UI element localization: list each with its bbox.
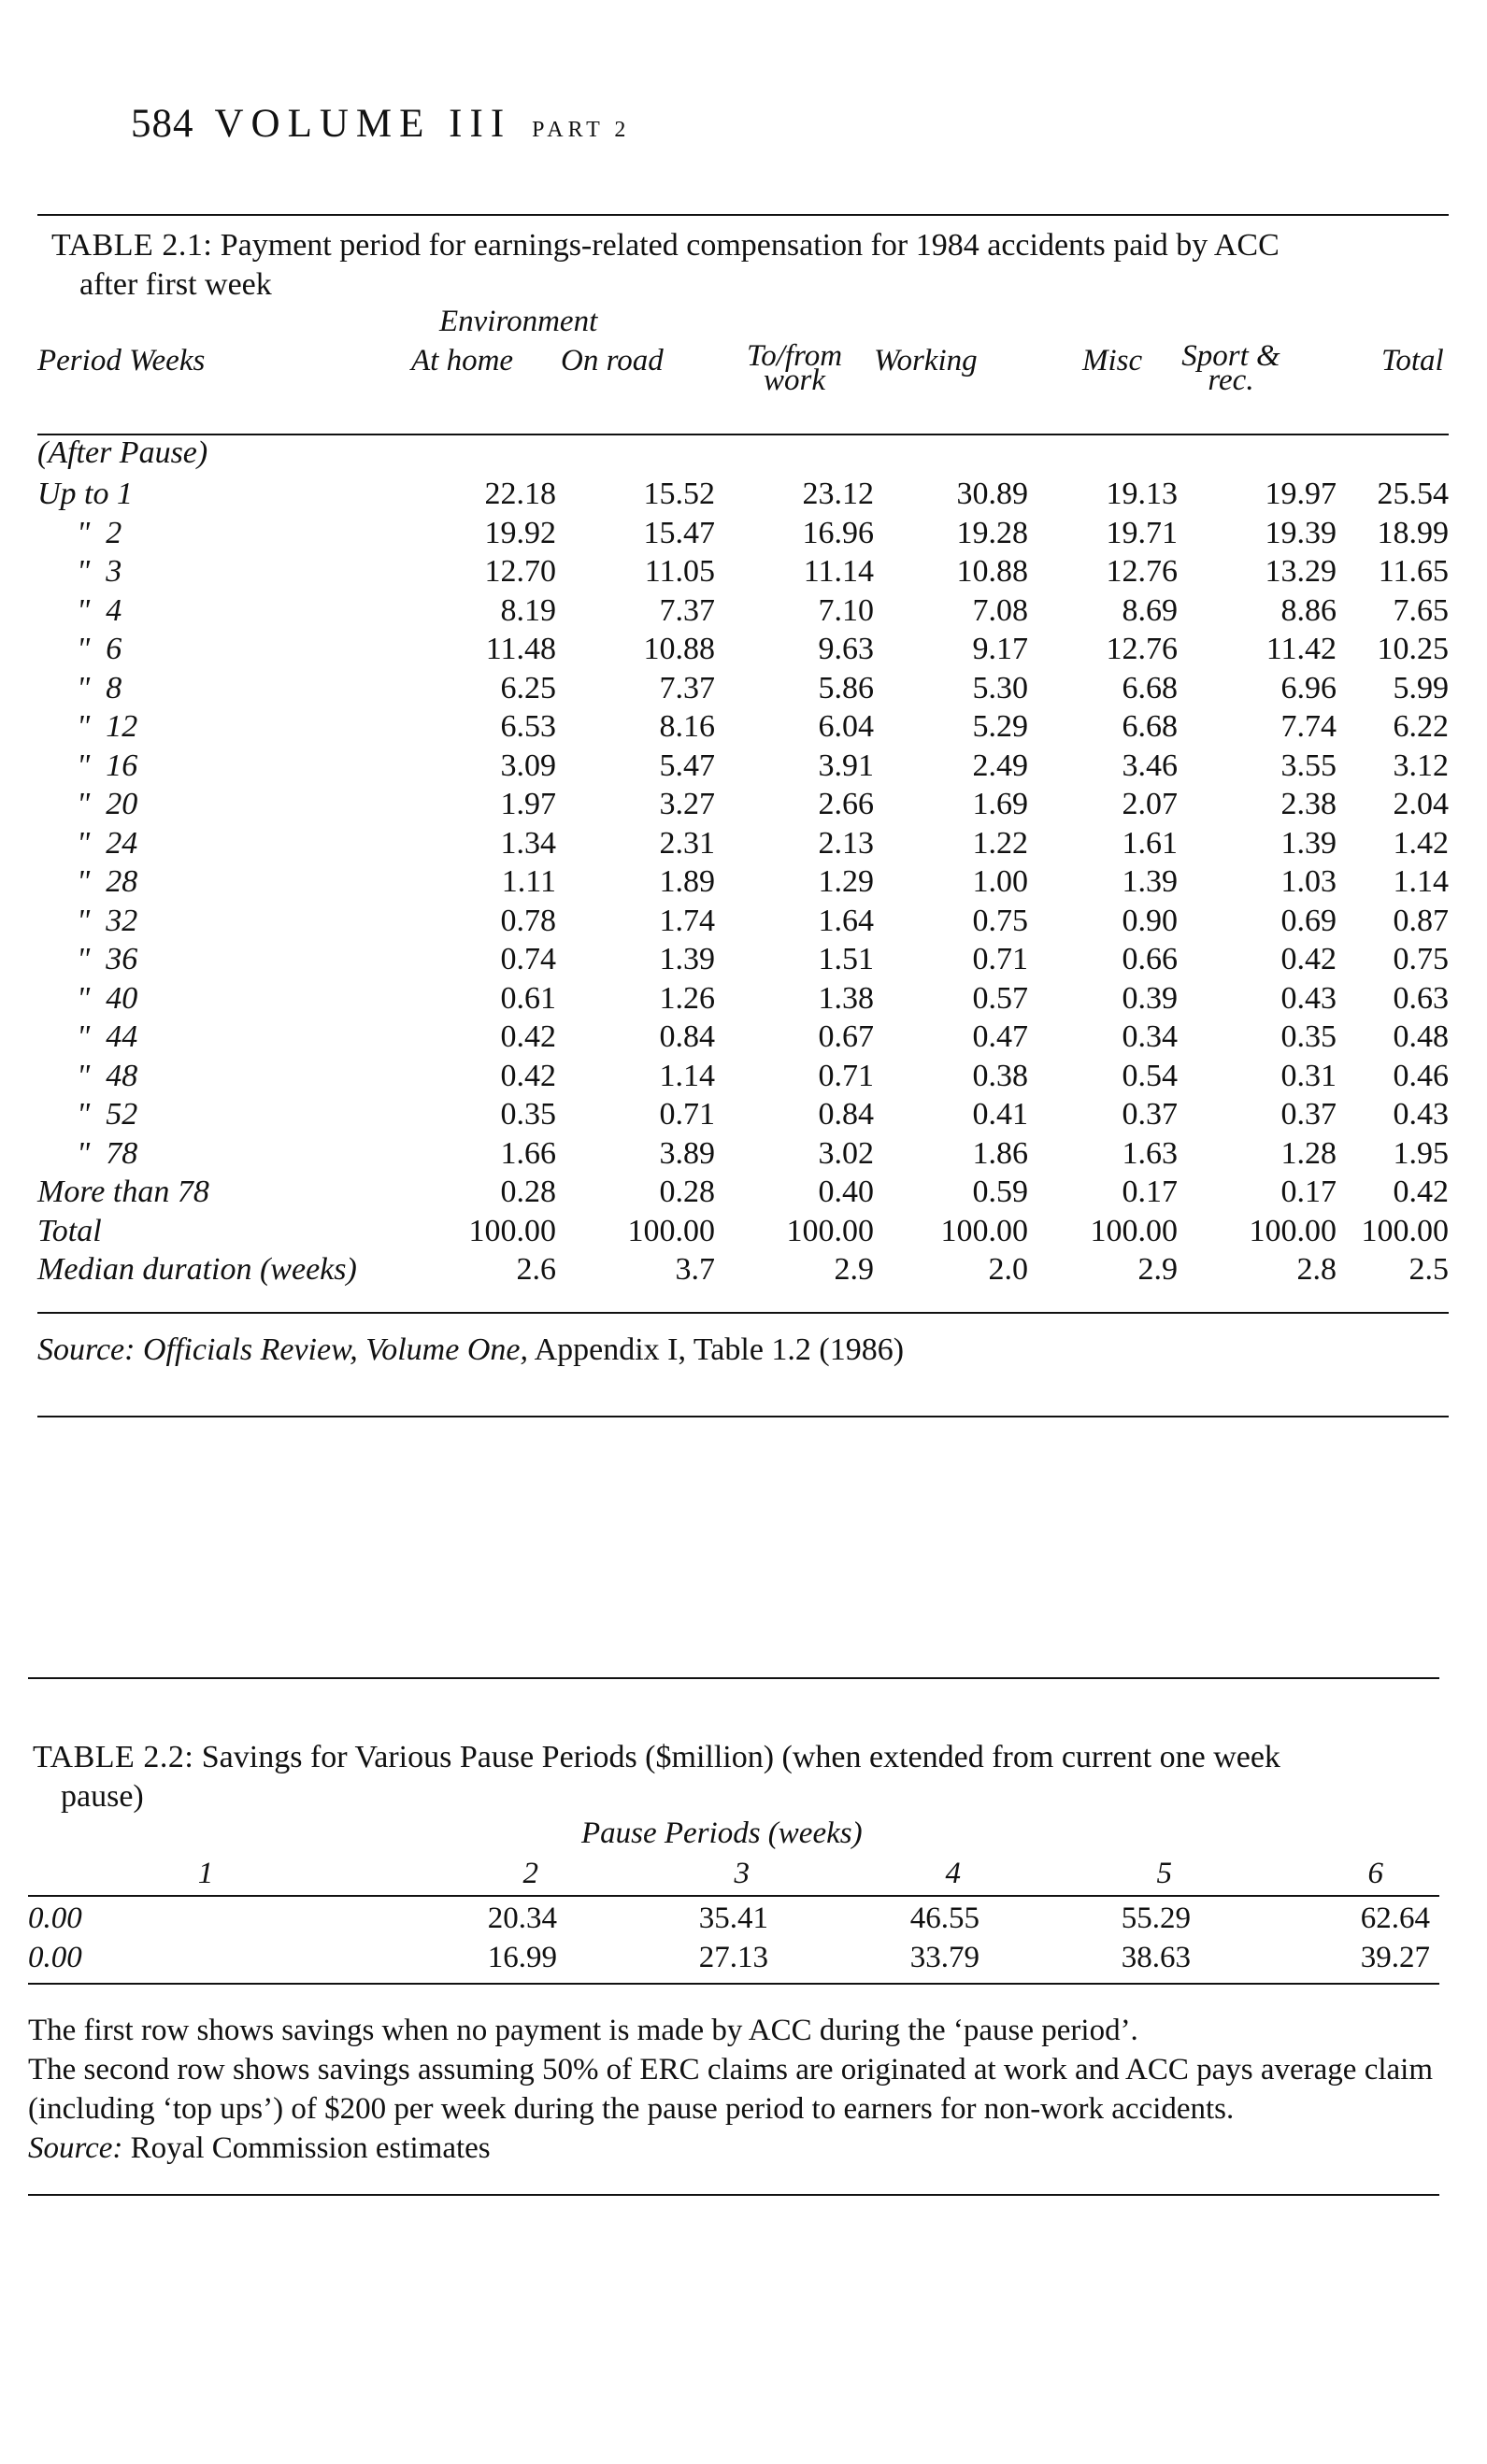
page-number: 584: [131, 102, 194, 146]
table2-header: [28, 1854, 1439, 1893]
table-cell: 7.65: [1393, 592, 1449, 628]
table-row: [37, 1212, 1449, 1251]
table-cell: 15.52: [643, 477, 715, 511]
table-cell: 2.6: [516, 1252, 556, 1287]
table-row: [37, 1250, 1449, 1289]
row-label: " 32: [77, 903, 138, 938]
table-cell: 12.76: [1106, 632, 1178, 666]
table-row: [37, 552, 1449, 591]
table-cell: 0.28: [500, 1175, 556, 1209]
table-row: [37, 902, 1449, 941]
table1-col-sport-rec: [1180, 339, 1282, 397]
table-cell: 3.91: [818, 748, 874, 783]
table-cell: 100.00: [786, 1213, 874, 1248]
table-cell: 9.63: [818, 632, 874, 666]
table-cell: 0.34: [1122, 1019, 1178, 1054]
table-column-header: 5: [1156, 1857, 1172, 1890]
table-cell: 0.42: [500, 1058, 556, 1093]
table-cell: 1.29: [818, 864, 874, 899]
row-label: " 78: [77, 1135, 138, 1171]
table2-source-label: Source:: [28, 2131, 123, 2165]
table-cell: 2.38: [1280, 787, 1337, 821]
table1-col-misc: Misc: [1082, 344, 1143, 377]
table-cell: 0.71: [659, 1097, 715, 1132]
table-cell: 2.5: [1408, 1252, 1449, 1287]
table-cell: 3.02: [818, 1135, 874, 1171]
table-cell: 16.99: [487, 1941, 557, 1974]
table-cell: 2.49: [972, 748, 1028, 783]
table-cell: 1.66: [500, 1135, 556, 1171]
table-cell: 0.47: [972, 1019, 1028, 1054]
table-cell: 1.11: [501, 864, 556, 899]
table1-caption-label: TABLE 2.1:: [51, 228, 213, 263]
table-row: [37, 1134, 1449, 1174]
table-cell: 7.37: [659, 592, 715, 628]
table-cell: 1.61: [1122, 825, 1178, 861]
table-cell: 0.43: [1393, 1097, 1449, 1132]
table-cell: 7.74: [1280, 709, 1337, 744]
table1-source-rest: Appendix I, Table 1.2 (1986): [534, 1332, 905, 1367]
table-cell: 0.40: [818, 1175, 874, 1209]
table-row: [28, 1899, 1439, 1938]
table-cell: 10.88: [643, 632, 715, 666]
table-cell: 35.41: [698, 1901, 768, 1935]
table2-caption: [33, 1738, 1439, 1816]
table-cell: 3.55: [1280, 748, 1337, 783]
table-cell: 1.14: [1393, 864, 1449, 899]
table-cell: 2.8: [1296, 1252, 1337, 1287]
table-cell: 0.37: [1280, 1097, 1337, 1132]
table-cell: 0.31: [1280, 1058, 1337, 1093]
table1-top-rule: [37, 214, 1449, 216]
table-cell: 1.86: [972, 1135, 1028, 1171]
table-cell: 0.75: [972, 903, 1028, 938]
table-column-header: 3: [734, 1857, 750, 1890]
table-cell: 2.31: [659, 825, 715, 861]
table-cell: 1.51: [818, 942, 874, 976]
table-cell: 0.42: [500, 1019, 556, 1054]
table-cell: 6.68: [1122, 670, 1178, 705]
table-cell: 0.41: [972, 1097, 1028, 1132]
row-label: Median duration (weeks): [37, 1252, 357, 1287]
row-label: " 28: [77, 864, 138, 899]
table-row: [28, 1938, 1439, 1977]
table-row: [37, 514, 1449, 553]
table-cell: 6.68: [1122, 709, 1178, 744]
table-cell: 30.89: [956, 477, 1028, 511]
table-cell: 55.29: [1121, 1901, 1191, 1935]
table-row: [37, 824, 1449, 863]
table-cell: 1.74: [659, 903, 715, 938]
row-label: " 24: [77, 825, 138, 861]
table1-header-rule: [37, 434, 1449, 435]
table-cell: 2.13: [818, 825, 874, 861]
table1-caption: [51, 226, 1449, 305]
table-cell: 0.90: [1122, 903, 1178, 938]
row-label: More than 78: [37, 1175, 209, 1209]
table-cell: 3.12: [1393, 748, 1449, 783]
table1-col-sport-rec-label: Sport & rec.: [1181, 339, 1280, 397]
table1-source: [37, 1332, 904, 1368]
table-row: [37, 1018, 1449, 1057]
table-cell: 12.70: [484, 554, 556, 589]
table-cell: 23.12: [802, 477, 874, 511]
table-row: [37, 1095, 1449, 1134]
table-cell: 1.63: [1122, 1135, 1178, 1171]
table-row: [37, 940, 1449, 979]
table-cell: 1.89: [659, 864, 715, 899]
table-cell: 11.65: [1378, 554, 1449, 589]
table-cell: 20.34: [487, 1901, 557, 1935]
table-row: [37, 785, 1449, 824]
row-label: " 48: [77, 1058, 138, 1093]
row-label: " 40: [77, 980, 138, 1016]
table-cell: 10.88: [956, 554, 1028, 589]
table2-body: [28, 1899, 1439, 1977]
table2-caption-line2: pause): [61, 1779, 144, 1814]
table-cell: 0.17: [1280, 1175, 1337, 1209]
table-column-header: 1: [197, 1857, 214, 1890]
table1-col-total: Total: [1381, 344, 1444, 377]
table-cell: 11.48: [485, 632, 556, 666]
table1-source-title: Officials Review, Volume One,: [142, 1332, 528, 1367]
table-cell: 2.04: [1393, 787, 1449, 821]
table-cell: 12.76: [1106, 554, 1178, 589]
table-cell: 1.03: [1280, 864, 1337, 899]
table-cell: 3.46: [1122, 748, 1178, 783]
table-cell: 1.42: [1393, 825, 1449, 861]
table-cell: 16.96: [802, 515, 874, 550]
table-cell: 7.08: [972, 592, 1028, 628]
table-cell: 8.19: [500, 592, 556, 628]
table-row: [37, 591, 1449, 631]
table-cell: 11.05: [644, 554, 715, 589]
volume-label: VOLUME III: [214, 102, 512, 146]
table-cell: 8.16: [659, 709, 715, 744]
table-row: [37, 1057, 1449, 1096]
table-cell: 9.17: [972, 632, 1028, 666]
table1-bottom-rule: [37, 1312, 1449, 1314]
table-cell: 100.00: [1249, 1213, 1337, 1248]
table-cell: 39.27: [1360, 1941, 1430, 1974]
part-label: PART 2: [532, 118, 631, 142]
table1-col-to-from-work: [729, 339, 860, 397]
table-column-header: 6: [1367, 1857, 1383, 1890]
table-cell: 19.71: [1106, 515, 1178, 550]
table2-header-row: [28, 1854, 1439, 1893]
table-cell: 15.47: [643, 515, 715, 550]
table-cell: 2.66: [818, 787, 874, 821]
table-cell: 25.54: [1377, 477, 1449, 511]
table-cell: 2.0: [988, 1252, 1028, 1287]
table-cell: 18.99: [1377, 515, 1449, 550]
table-cell: 0.38: [972, 1058, 1028, 1093]
table-cell: 8.86: [1280, 592, 1337, 628]
table2-source-text: Royal Commission estimates: [130, 2131, 491, 2165]
table2-note-1: The first row shows savings when no payment is made by ACC during the ‘pause period’.: [28, 2014, 1138, 2047]
table1-source-label: Source:: [37, 1332, 136, 1367]
table-row: [37, 1173, 1449, 1212]
table2-bottom-rule: [28, 1983, 1439, 1985]
table1-group-header: Environment: [439, 305, 598, 338]
table-column-header: 4: [945, 1857, 961, 1890]
table1-col-on-road: On road: [561, 344, 664, 377]
table-cell: 3.7: [675, 1252, 715, 1287]
running-head: [131, 101, 630, 147]
table-cell: 0.71: [818, 1058, 874, 1093]
table-cell: 27.13: [698, 1941, 768, 1974]
table-cell: 13.29: [1265, 554, 1337, 589]
table-cell: 0.00: [28, 1941, 82, 1974]
table-cell: 6.04: [818, 709, 874, 744]
table1-col-to-from-work-label: To/from work: [746, 339, 843, 397]
table-cell: 3.27: [659, 787, 715, 821]
table-cell: 1.69: [972, 787, 1028, 821]
table-cell: 11.14: [803, 554, 874, 589]
row-label: " 8: [77, 670, 122, 705]
table2-source: [28, 2129, 1439, 2168]
table-cell: 1.39: [1280, 825, 1337, 861]
table-cell: 0.39: [1122, 980, 1178, 1016]
table-cell: 2.9: [1137, 1252, 1178, 1287]
table2-caption-label: TABLE 2.2:: [33, 1740, 194, 1774]
table2-notes: [28, 2011, 1439, 2168]
table-cell: 8.69: [1122, 592, 1178, 628]
table1-caption-line1: Payment period for earnings-related compensation for 1984 accidents paid by ACC: [220, 228, 1280, 263]
table-cell: 0.84: [818, 1097, 874, 1132]
table-cell: 0.61: [500, 980, 556, 1016]
table-cell: 0.17: [1122, 1175, 1178, 1209]
table-cell: 7.10: [818, 592, 874, 628]
table-cell: 0.87: [1393, 903, 1449, 938]
table-cell: 0.54: [1122, 1058, 1178, 1093]
row-label: " 16: [77, 748, 138, 783]
row-label: " 6: [77, 632, 122, 666]
row-label: " 52: [77, 1097, 138, 1132]
table1-section-label: (After Pause): [37, 435, 208, 470]
table1-body: [37, 475, 1449, 1289]
row-label: Up to 1: [37, 477, 133, 511]
table-cell: 100.00: [468, 1213, 556, 1248]
table-cell: 5.99: [1393, 670, 1449, 705]
table-cell: 0.59: [972, 1175, 1028, 1209]
table-cell: 3.89: [659, 1135, 715, 1171]
table-cell: 0.37: [1122, 1097, 1178, 1132]
table-cell: 0.48: [1393, 1019, 1449, 1054]
table-cell: 1.39: [659, 942, 715, 976]
table-column-header: 2: [522, 1857, 538, 1890]
table-cell: 1.97: [500, 787, 556, 821]
table-cell: 0.57: [972, 980, 1028, 1016]
table-cell: 19.97: [1265, 477, 1337, 511]
table-cell: 19.13: [1106, 477, 1178, 511]
table-cell: 6.96: [1280, 670, 1337, 705]
table-cell: 1.14: [659, 1058, 715, 1093]
table-cell: 38.63: [1121, 1941, 1191, 1974]
table-cell: 0.78: [500, 903, 556, 938]
row-label: " 3: [77, 554, 122, 589]
table2-group-header: Pause Periods (weeks): [581, 1816, 863, 1850]
table2-caption-line1: Savings for Various Pause Periods ($million) (when extended from current one week: [201, 1740, 1280, 1774]
table-cell: 11.42: [1265, 632, 1337, 666]
table-cell: 62.64: [1360, 1901, 1430, 1935]
table-cell: 10.25: [1377, 632, 1449, 666]
table-cell: 0.75: [1393, 942, 1449, 976]
row-label: " 2: [77, 515, 122, 550]
table-cell: 19.28: [956, 515, 1028, 550]
table-cell: 0.43: [1280, 980, 1337, 1016]
table-cell: 0.67: [818, 1019, 874, 1054]
table-row: [37, 669, 1449, 708]
table-cell: 22.18: [484, 477, 556, 511]
table-cell: 19.39: [1265, 515, 1337, 550]
table-cell: 0.69: [1280, 903, 1337, 938]
table2-end-rule: [28, 2194, 1439, 2196]
table1: [37, 475, 1449, 1289]
table-row: [37, 475, 1449, 514]
table-row: [37, 747, 1449, 786]
table-cell: 0.84: [659, 1019, 715, 1054]
table-cell: 0.42: [1280, 942, 1337, 976]
table1-col-period: Period Weeks: [37, 344, 206, 377]
table-cell: 1.34: [500, 825, 556, 861]
table-cell: 100.00: [1090, 1213, 1178, 1248]
table-cell: 0.28: [659, 1175, 715, 1209]
table-cell: 5.86: [818, 670, 874, 705]
table-header-row: [28, 1854, 1439, 1893]
table-row: [37, 707, 1449, 747]
table-cell: 0.74: [500, 942, 556, 976]
table-cell: 2.9: [834, 1252, 874, 1287]
table-cell: 1.38: [818, 980, 874, 1016]
table1-caption-line2: after first week: [79, 267, 272, 302]
table2: [28, 1899, 1439, 1977]
table-cell: 1.00: [972, 864, 1028, 899]
table2-note-2: The second row shows savings assuming 50% of ERC claims are originated at work and ACC pays average claim (including ‘top ups’) of $200 per week during the pause period to earners for non-work accidents.: [28, 2053, 1433, 2126]
table-cell: 0.63: [1393, 980, 1449, 1016]
table-cell: 1.64: [818, 903, 874, 938]
table-cell: 0.42: [1393, 1175, 1449, 1209]
table-cell: 3.09: [500, 748, 556, 783]
table-cell: 7.37: [659, 670, 715, 705]
table-cell: 0.71: [972, 942, 1028, 976]
table-cell: 0.00: [28, 1901, 82, 1935]
row-label: Total: [37, 1213, 102, 1248]
table-cell: 100.00: [627, 1213, 715, 1248]
table-cell: 100.00: [1361, 1213, 1449, 1248]
table-cell: 5.29: [972, 709, 1028, 744]
table-cell: 6.53: [500, 709, 556, 744]
table-cell: 0.35: [1280, 1019, 1337, 1054]
table1-col-working: Working: [874, 344, 978, 377]
row-label: " 36: [77, 942, 138, 976]
table1-end-rule: [37, 1416, 1449, 1417]
table1-col-at-home: At home: [411, 344, 514, 377]
table-cell: 1.39: [1122, 864, 1178, 899]
table-cell: 2.07: [1122, 787, 1178, 821]
row-label: " 12: [77, 709, 138, 744]
table-cell: 1.95: [1393, 1135, 1449, 1171]
table-row: [37, 862, 1449, 902]
row-label: " 44: [77, 1019, 138, 1054]
table-cell: 5.47: [659, 748, 715, 783]
table-cell: 0.46: [1393, 1058, 1449, 1093]
table-cell: 0.66: [1122, 942, 1178, 976]
table-cell: 46.55: [909, 1901, 979, 1935]
table-cell: 100.00: [940, 1213, 1028, 1248]
row-label: " 4: [77, 592, 122, 628]
table-cell: 1.22: [972, 825, 1028, 861]
table-cell: 0.35: [500, 1097, 556, 1132]
table2-top-rule: [28, 1677, 1439, 1679]
table-cell: 6.22: [1393, 709, 1449, 744]
table-cell: 19.92: [484, 515, 556, 550]
table-row: [37, 979, 1449, 1018]
table-cell: 1.28: [1280, 1135, 1337, 1171]
table-cell: 5.30: [972, 670, 1028, 705]
table-cell: 1.26: [659, 980, 715, 1016]
row-label: " 20: [77, 787, 138, 821]
table-cell: 6.25: [500, 670, 556, 705]
table-row: [37, 630, 1449, 669]
table2-header-rule: [28, 1895, 1439, 1897]
table-cell: 33.79: [909, 1941, 979, 1974]
